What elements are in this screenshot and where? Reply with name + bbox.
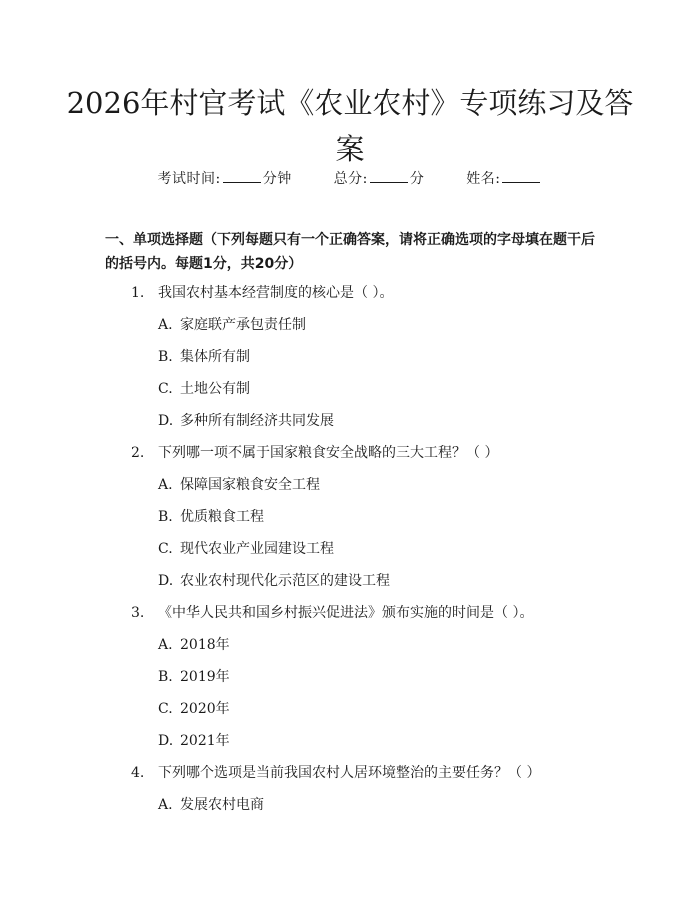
option-4a: [158, 794, 264, 814]
option-3c: [158, 698, 230, 718]
option-1a: [158, 314, 306, 334]
question-3: [131, 602, 533, 622]
option-text: 优质粮食工程: [180, 509, 264, 525]
question-4: [131, 762, 540, 782]
option-text: 多种所有制经济共同发展: [180, 413, 334, 429]
option-3d: [158, 730, 230, 750]
option-letter: C.: [158, 701, 173, 717]
option-3a: [158, 634, 230, 654]
option-3b: [158, 666, 230, 686]
option-text: 2021年: [180, 733, 230, 749]
option-text: 现代农业产业园建设工程: [180, 541, 334, 557]
option-letter: D.: [158, 573, 174, 589]
question-number: 3.: [131, 605, 145, 621]
question-2: [131, 442, 498, 462]
option-letter: D.: [158, 733, 174, 749]
exam-meta: [0, 168, 700, 188]
option-2b: [158, 506, 264, 526]
option-1b: [158, 346, 250, 366]
option-2d: [158, 570, 390, 590]
time-label: 考试时间:: [157, 171, 221, 187]
option-1c: [158, 378, 250, 398]
option-letter: A.: [158, 317, 173, 333]
option-letter: B.: [158, 509, 173, 525]
section-title: 一、单项选择题（下列每题只有一个正确答案，请将正确选项的字母填在题干后的括号内。每题1分，共20分）: [105, 232, 595, 272]
score-unit: 分: [409, 171, 425, 187]
question-number: 2.: [131, 445, 145, 461]
option-text: 农业农村现代化示范区的建设工程: [180, 573, 390, 589]
question-text: 我国农村基本经营制度的核心是（ ）。: [158, 285, 394, 301]
question-1: [131, 282, 393, 302]
title-line-1: 2026年村官考试《农业农村》专项练习及答: [66, 86, 634, 120]
option-letter: A.: [158, 477, 173, 493]
question-number: 4.: [131, 765, 145, 781]
option-text: 2019年: [180, 669, 230, 685]
option-text: 保障国家粮食安全工程: [180, 477, 320, 493]
option-2a: [158, 474, 320, 494]
option-1d: [158, 410, 334, 430]
option-letter: A.: [158, 637, 173, 653]
name-blank: [502, 170, 540, 183]
time-blank: [223, 170, 261, 183]
document-title: [60, 80, 640, 172]
option-text: 发展农村电商: [180, 797, 264, 813]
option-letter: C.: [158, 541, 173, 557]
option-letter: B.: [158, 669, 173, 685]
score-label: 总分:: [333, 171, 368, 187]
option-2c: [158, 538, 334, 558]
name-label: 姓名:: [466, 171, 501, 187]
title-line-2: 案: [335, 132, 365, 166]
question-text: 《中华人民共和国乡村振兴促进法》颁布实施的时间是（ ）。: [158, 605, 534, 621]
time-unit: 分钟: [262, 171, 292, 187]
option-letter: D.: [158, 413, 174, 429]
option-text: 家庭联产承包责任制: [180, 317, 306, 333]
option-letter: A.: [158, 797, 173, 813]
option-text: 集体所有制: [180, 349, 250, 365]
option-text: 土地公有制: [180, 381, 250, 397]
option-letter: B.: [158, 349, 173, 365]
option-letter: C.: [158, 381, 173, 397]
question-text: 下列哪一项不属于国家粮食安全战略的三大工程？（ ）: [158, 445, 499, 461]
score-blank: [370, 170, 408, 183]
question-number: 1.: [131, 285, 145, 301]
option-text: 2020年: [180, 701, 230, 717]
option-text: 2018年: [180, 637, 230, 653]
question-text: 下列哪个选项是当前我国农村人居环境整治的主要任务？（ ）: [158, 765, 541, 781]
